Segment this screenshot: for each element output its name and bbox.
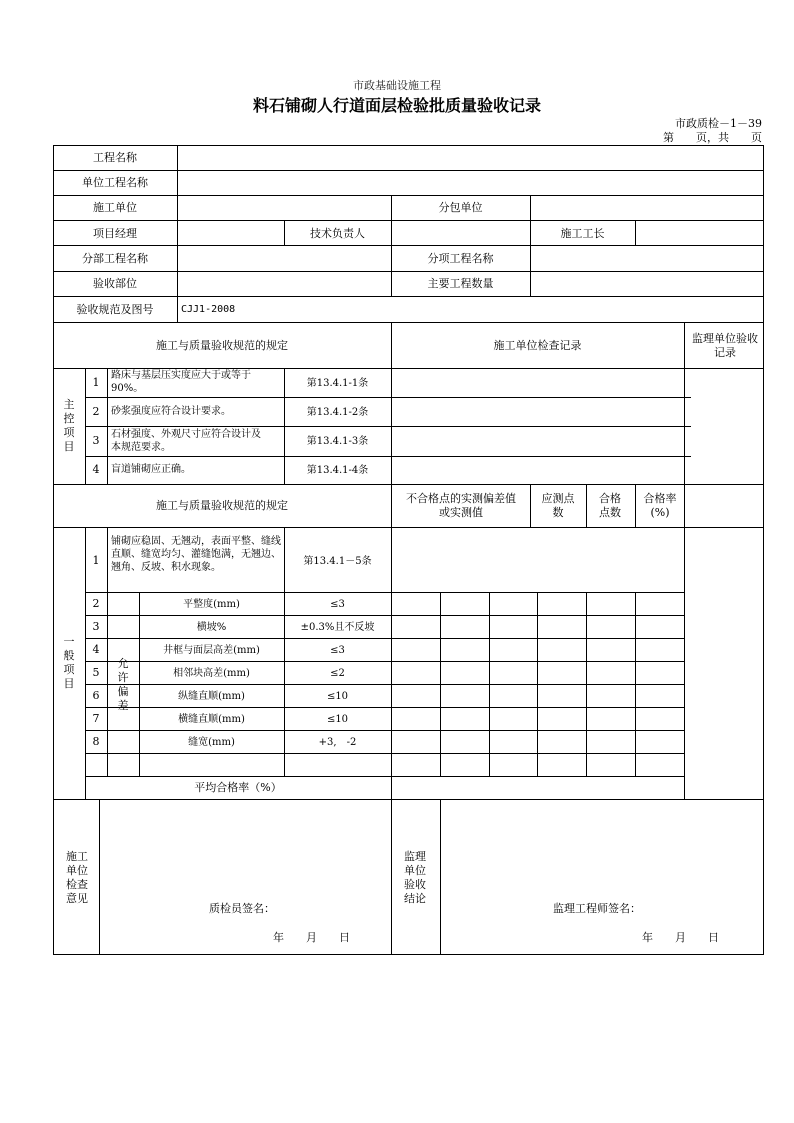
form-number: 市政质检－1－39 bbox=[675, 117, 762, 130]
col-deviation: 不合格点的实测偏差值或实测值 bbox=[406, 492, 516, 519]
supervisor-date: 年 月 日 bbox=[642, 931, 719, 944]
allow-label: 允许偏差 bbox=[117, 657, 129, 712]
main-item-no: 3 bbox=[92, 434, 100, 447]
main-item-text: 路床与基层压实度应大于或等于90%。 bbox=[111, 370, 251, 394]
average-rate-label: 平均合格率（%） bbox=[194, 781, 282, 794]
label-acceptance-part: 验收部位 bbox=[93, 277, 137, 290]
supervisor-conclusion-label: 监理单位验收结论 bbox=[404, 850, 426, 905]
general-item-clause: 第13.4.1－5条 bbox=[303, 556, 372, 567]
deviation-row-no: 3 bbox=[92, 620, 100, 633]
deviation-row-no: 7 bbox=[92, 712, 100, 725]
deviation-row-value: ≤3 bbox=[330, 599, 345, 610]
supervisor-sign-label: 监理工程师签名： bbox=[553, 902, 641, 915]
label-subcontract-unit: 分包单位 bbox=[438, 201, 483, 214]
label-spec: 验收规范及图号 bbox=[76, 303, 154, 316]
deviation-row-value: +3, -2 bbox=[318, 737, 357, 748]
spec-value: CJJ1-2008 bbox=[181, 304, 236, 315]
header-category: 市政基础设施工程 bbox=[353, 79, 441, 92]
deviation-row-no: 6 bbox=[92, 689, 100, 702]
col-rate: 合格率(%) bbox=[643, 492, 677, 519]
main-item-clause: 第13.4.1-3条 bbox=[306, 436, 369, 447]
col-points-measured: 应测点数 bbox=[541, 492, 575, 519]
deviation-row-name: 横坡% bbox=[196, 622, 227, 633]
main-item-no: 2 bbox=[92, 405, 100, 418]
deviation-row-no: 4 bbox=[92, 643, 100, 656]
inspector-date: 年 月 日 bbox=[273, 931, 350, 944]
general-spec-header: 施工与质量验收规范的规定 bbox=[156, 499, 288, 512]
label-construction-foreman: 施工工长 bbox=[560, 227, 605, 240]
label-tech-leader: 技术负责人 bbox=[310, 227, 365, 240]
label-subitem-name: 分项工程名称 bbox=[427, 252, 494, 265]
page-title: 料石铺砌人行道面层检验批质量验收记录 bbox=[252, 96, 541, 115]
inspector-sign-label: 质检员签名： bbox=[209, 902, 275, 915]
main-item-text: 石材强度、外观尺寸应符合设计及本规范要求。 bbox=[111, 429, 261, 453]
col-points-ok: 合格点数 bbox=[599, 492, 621, 519]
deviation-row-value: ±0.3%且不反坡 bbox=[300, 622, 375, 633]
deviation-row-name: 相邻块高差(mm) bbox=[173, 668, 250, 679]
label-project-manager: 项目经理 bbox=[93, 227, 137, 240]
general-item-text: 铺砌应稳固、无翘动，表面平整、缝线直顺、缝宽均匀、灌缝饱满，无翘边、翘角、反坡、积水现象。 bbox=[111, 536, 281, 573]
page-counter: 第 页，共 页 bbox=[663, 131, 762, 144]
main-check-header: 施工单位检查记录 bbox=[493, 339, 582, 352]
deviation-row-value: ≤2 bbox=[330, 668, 345, 679]
label-construction-unit: 施工单位 bbox=[93, 201, 137, 214]
general-item-no: 1 bbox=[92, 554, 100, 567]
deviation-row-name: 横缝直顺(mm) bbox=[178, 714, 245, 725]
label-division-name: 分部工程名称 bbox=[82, 252, 148, 265]
main-item-no: 1 bbox=[92, 376, 100, 389]
deviation-row-no: 5 bbox=[92, 666, 100, 679]
deviation-row-value: ≤10 bbox=[326, 691, 349, 702]
supervisor-header: 监理单位验收记录 bbox=[692, 332, 758, 359]
deviation-row-name: 纵缝直顺(mm) bbox=[178, 691, 245, 702]
main-item-text: 盲道铺砌应正确。 bbox=[111, 464, 191, 475]
main-group-label: 主控项目 bbox=[63, 398, 75, 453]
label-main-quantity: 主要工程数量 bbox=[427, 277, 494, 290]
deviation-row-value: ≤10 bbox=[326, 714, 349, 725]
main-item-no: 4 bbox=[92, 463, 100, 476]
label-unit-project-name: 单位工程名称 bbox=[82, 176, 148, 189]
deviation-row-name: 井框与面层高差(mm) bbox=[163, 645, 260, 656]
deviation-row-no: 2 bbox=[92, 597, 100, 610]
main-item-clause: 第13.4.1-1条 bbox=[306, 378, 369, 389]
main-item-clause: 第13.4.1-4条 bbox=[306, 465, 369, 476]
main-item-clause: 第13.4.1-2条 bbox=[306, 407, 369, 418]
deviation-row-name: 平整度(mm) bbox=[183, 599, 240, 610]
deviation-row-no: 8 bbox=[92, 735, 100, 748]
deviation-row-name: 缝宽(mm) bbox=[188, 737, 235, 748]
construction-opinion-label: 施工单位检查意见 bbox=[66, 850, 88, 905]
deviation-row-value: ≤3 bbox=[330, 645, 345, 656]
label-project-name: 工程名称 bbox=[93, 151, 137, 164]
general-group-label: 一般项目 bbox=[63, 635, 75, 690]
main-item-text: 砂浆强度应符合设计要求。 bbox=[111, 406, 231, 417]
main-spec-header: 施工与质量验收规范的规定 bbox=[156, 339, 288, 352]
